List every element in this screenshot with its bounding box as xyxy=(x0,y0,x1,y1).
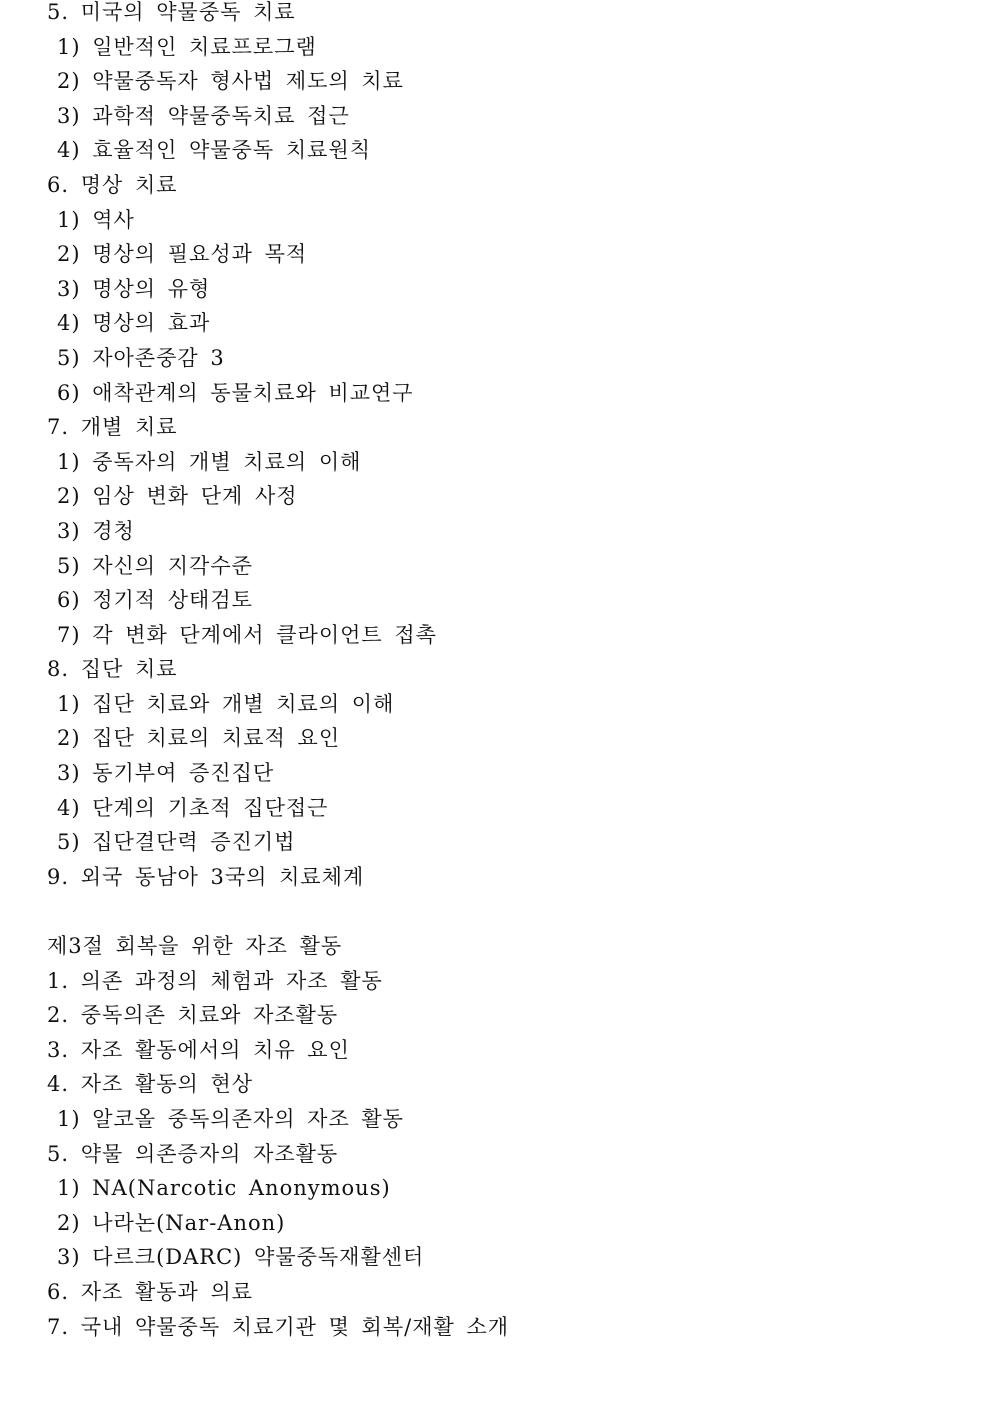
section-heading: 제3절 회복을 위한 자조 활동 xyxy=(47,934,343,959)
section-heading: 3. 자조 활동에서의 치유 요인 xyxy=(47,1037,350,1062)
section-heading: 6. 자조 활동과 의료 xyxy=(47,1279,254,1304)
section-heading: 6. 명상 치료 xyxy=(47,172,178,197)
subsection-item: 2) 집단 치료의 치료적 요인 xyxy=(57,726,341,751)
subsection-item: 3) 과학적 약물중독치료 접근 xyxy=(57,103,350,128)
subsection-item: 3) 명상의 유형 xyxy=(57,276,211,301)
subsection-item: 3) 동기부여 증진집단 xyxy=(57,761,275,786)
section-heading: 7. 국내 약물중독 치료기관 몇 회복/재활 소개 xyxy=(47,1314,510,1339)
subsection-item: 1) 일반적인 치료프로그램 xyxy=(57,34,317,59)
blank-line xyxy=(47,894,509,929)
subsection-item: 4) 효율적인 약물중독 치료원칙 xyxy=(57,138,372,163)
subsection-item: 1) 중독자의 개별 치료의 이해 xyxy=(57,449,362,474)
section-heading: 7. 개별 치료 xyxy=(47,415,178,440)
section-heading: 9. 외국 동남아 3국의 치료체계 xyxy=(47,864,365,889)
section-heading: 8. 집단 치료 xyxy=(47,657,178,682)
subsection-item: 2) 임상 변화 단계 사정 xyxy=(57,484,298,509)
section-heading: 2. 중독의존 치료와 자조활동 xyxy=(47,1003,339,1028)
subsection-item: 1) 알코올 중독의존자의 자조 활동 xyxy=(57,1107,404,1131)
subsection-item: 6) 정기적 상태검토 xyxy=(57,588,253,613)
section-heading: 5. 미국의 약물중독 치료 xyxy=(47,0,296,24)
subsection-item: 6) 애착관계의 동물치료와 비교연구 xyxy=(57,380,414,405)
subsection-item: 4) 단계의 기초적 집단접근 xyxy=(57,795,329,820)
table-of-contents xyxy=(47,0,509,1344)
subsection-item: 1) 역사 xyxy=(57,207,135,232)
subsection-item: 2) 나라논(Nar-Anon) xyxy=(57,1210,286,1235)
subsection-item: 2) 명상의 필요성과 목적 xyxy=(57,242,308,267)
section-heading: 1. 의존 과정의 체험과 자조 활동 xyxy=(47,968,383,993)
section-heading: 4. 자조 활동의 현상 xyxy=(47,1072,254,1097)
section-heading: 5. 약물 의존증자의 자조활동 xyxy=(47,1141,339,1166)
subsection-item: 5) 자신의 지각수준 xyxy=(57,553,253,578)
subsection-item: 1) NA(Narcotic Anonymous) xyxy=(57,1176,391,1201)
subsection-item: 5) 집단결단력 증진기법 xyxy=(57,830,296,855)
subsection-item: 5) 자아존중감 3 xyxy=(57,345,225,370)
subsection-item: 7) 각 변화 단계에서 클라이언트 접촉 xyxy=(57,622,437,647)
subsection-item: 3) 다르크(DARC) 약물중독재활센터 xyxy=(57,1245,425,1270)
subsection-item: 3) 경청 xyxy=(57,518,135,543)
subsection-item: 1) 집단 치료와 개별 치료의 이해 xyxy=(57,691,395,716)
subsection-item: 2) 약물중독자 형사법 제도의 치료 xyxy=(57,69,404,94)
subsection-item: 4) 명상의 효과 xyxy=(57,311,211,336)
